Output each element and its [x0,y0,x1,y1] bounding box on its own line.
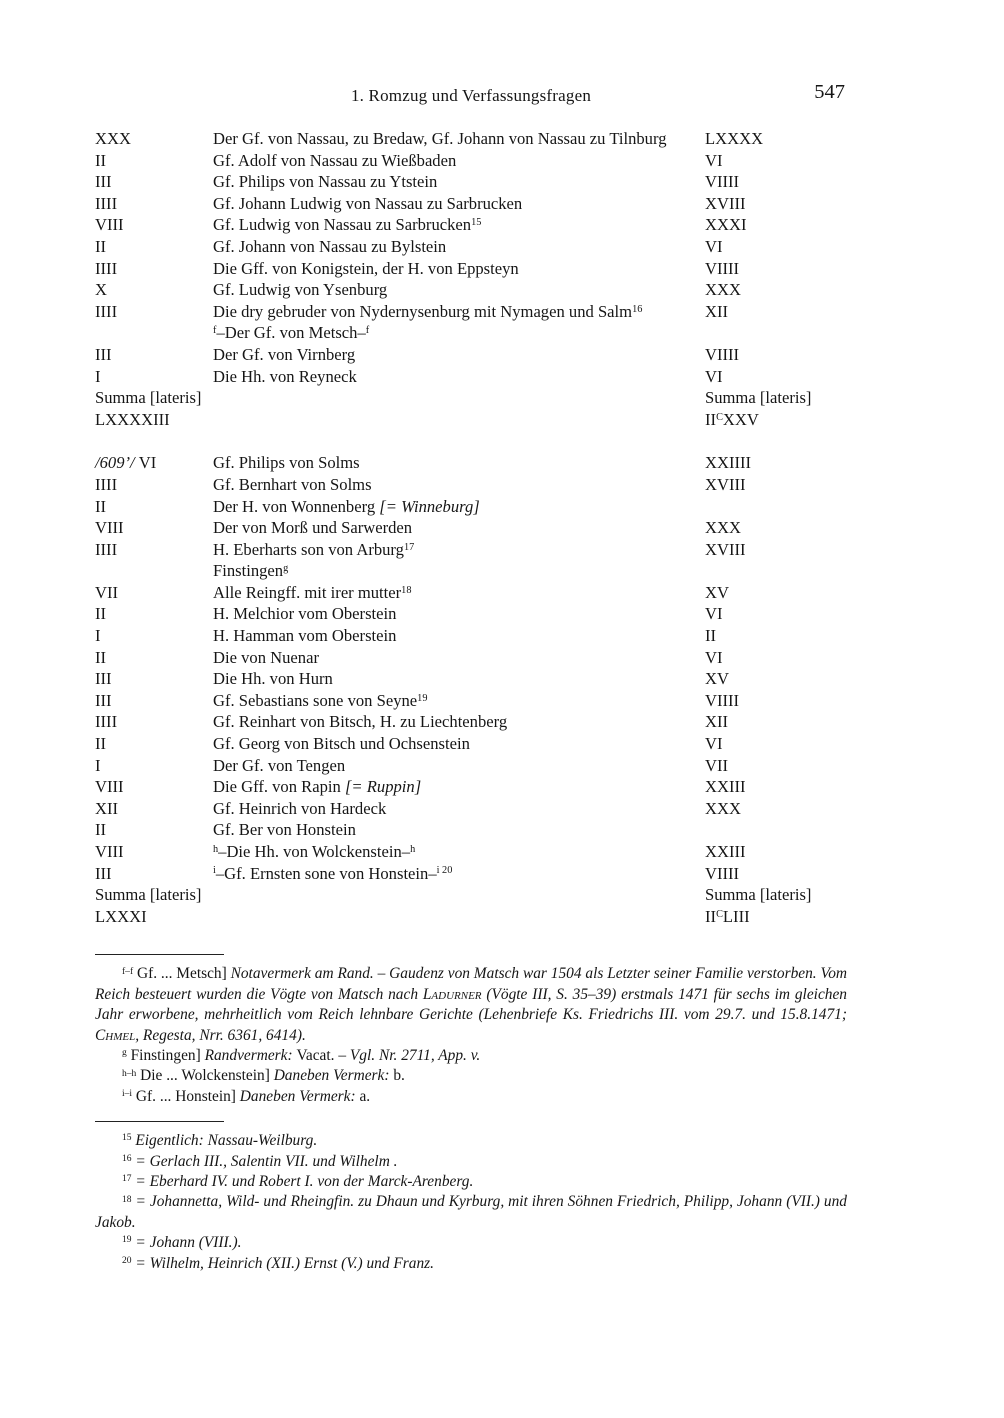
row-numeral: VII [95,582,119,602]
row-value: VIIII [705,863,740,883]
row-value: VI [705,236,723,256]
row-value: Summa [lateris] [705,388,812,408]
register-table-2 [95,452,847,927]
footnote-rule [95,1121,224,1122]
row-numeral: IIII [95,712,118,732]
apparatus-note: $^{i-i}$ Gf. ... Honstein] Daneben Vermerk: a. [122,1087,371,1105]
table-row [95,668,847,690]
table-row [95,560,847,582]
row-name: Gf. Ludwig von Ysenburg [213,280,388,300]
row-numeral: VIII [95,777,124,797]
row-value: $II^CLIII$ [705,906,750,926]
row-name: Gf. Reinhart von Bitsch, H. zu Liechtenberg [213,712,508,732]
row-value: XXIIII [705,453,752,473]
row-numeral: I [95,366,101,386]
row-name: Die Gff. von Rapin [= Ruppin] [213,777,422,797]
row-value: LXXXX [705,129,764,148]
row-value: VI [705,604,723,624]
footnote-item: $^{19}$ = Johann (VIII.). [122,1234,242,1252]
row-numeral: XXX [95,129,131,148]
row-value: XII [705,712,729,732]
row-value: VII [705,755,729,775]
row-name: Gf. Heinrich von Hardeck [213,798,387,818]
row-numeral: LXXXXIII [95,409,170,429]
row-numeral: Summa [lateris] [95,885,202,905]
row-value: $II^CXXV$ [705,409,759,429]
table-row [95,647,847,669]
row-numeral: VIII [95,215,124,235]
table-row [95,755,847,777]
footnote-item: $^{15}$ Eigentlich: Nassau-Weilburg. [122,1132,318,1150]
row-name: $^i$–Gf. Ernsten sone von Honstein–$^{i 20}$ [213,863,453,883]
row-name: Gf. Bernhart von Solms [213,474,372,494]
apparatus-rule [95,954,224,955]
row-value: XXX [705,280,741,300]
table-row [95,150,847,172]
apparatus-note: $^g$ Finstingen] Randvermerk: Vacat. – Vgl. Nr. 2711, App. v. [122,1047,481,1064]
numbered-footnotes [95,1131,847,1274]
row-numeral: I [95,755,101,775]
row-numeral: II [95,604,107,624]
table-row [95,171,847,193]
table-row [95,279,847,301]
row-name: Der Gf. von Nassau, zu Bredaw, Gf. Johann von Nassau zu Tilnburg [213,129,667,148]
row-numeral: VIII [95,518,124,538]
table-row [95,474,847,496]
table-row [95,711,847,733]
row-value: XV [705,582,729,602]
table-row [95,236,847,258]
row-value: XXIII [705,842,746,861]
row-name: Der von Morß und Sarwerden [213,518,413,538]
row-numeral: XII [95,798,119,818]
row-numeral: IIII [95,258,118,278]
table-row [95,603,847,625]
row-value: VIIII [705,258,740,278]
row-value: VI [705,150,723,170]
row-numeral: II [95,150,107,170]
row-value: XXX [705,518,741,538]
row-name: Die Hh. von Hurn [213,669,333,689]
row-name: Gf. Sebastians sone von Seyne$^{19}$ [213,690,428,710]
row-name: H. Melchior vom Oberstein [213,604,397,624]
page-number: 547 [814,81,845,103]
table-row [95,798,847,820]
row-numeral: II [95,820,107,840]
section-heading: 1. Romzug und Verfassungsfragen [350,86,592,105]
row-value: XVIII [705,193,746,213]
row-numeral: IIII [95,193,118,213]
row-name: Der H. von Wonnenberg [= Winneburg] [213,496,480,516]
footnote-item: $^{20}$ = Wilhelm, Heinrich (XII.) Ernst (V.) und Franz. [122,1254,435,1272]
row-numeral: I [95,626,101,646]
row-name: Die dry gebruder von Nydernysenburg mit Nymagen und Salm$^{16}$ $^f$–Der Gf. von Metsch–$^f$ [213,301,705,344]
page-header [95,81,847,108]
row-numeral: Summa [lateris] [95,388,202,408]
row-name: Gf. Johann von Nassau zu Bylstein [213,236,447,256]
row-name: Gf. Philips von Solms [213,453,360,473]
row-numeral: II [95,734,107,754]
table-row [95,409,847,431]
row-value: II [705,626,717,646]
row-value: VIIII [705,344,740,364]
table-row [95,517,847,539]
table-row [95,625,847,647]
table-row [95,387,847,409]
table-row [95,301,847,344]
row-numeral: X [95,280,107,300]
row-value: XXIII [705,777,746,797]
row-name: $^h$–Die Hh. von Wolckenstein–$^h$ [213,842,416,861]
row-numeral: III [95,669,112,689]
row-value: XV [705,669,729,689]
row-value: Summa [lateris] [705,885,812,905]
row-value: VI [705,366,723,386]
row-name: Die Hh. von Reyneck [213,366,357,386]
row-name: Die von Nuenar [213,647,319,667]
row-name: H. Hamman vom Oberstein [213,626,397,646]
row-numeral: III [95,344,112,364]
table-row [95,452,847,474]
footnote-item: $^{18}$ = Johannetta, Wild- und Rheingfin. zu Dhaun und Kyrburg, mit ihren Söhnen Friedrich, Philipp, Johann (VII.) und Jakob. [95,1193,847,1231]
row-name: Der Gf. von Virnberg [213,344,356,364]
table-row [95,344,847,366]
table-row [95,819,847,841]
row-value: VI [705,647,723,667]
register-table-1 [95,128,847,430]
row-name: Gf. Ber von Honstein [213,820,356,840]
row-numeral: II [95,496,107,516]
row-value: XII [705,301,729,321]
row-value: VI [705,734,723,754]
table-row [95,193,847,215]
table-row [95,776,847,798]
table-row [95,733,847,755]
row-name: Gf. Ludwig von Nassau zu Sarbrucken$^{15}$ [213,215,482,235]
table-row [95,258,847,280]
row-name: Gf. Georg von Bitsch und Ochsenstein [213,734,470,754]
table-row [95,690,847,712]
row-name: Alle Reingff. mit irer mutter$^{18}$ [213,582,412,602]
table-row [95,906,847,928]
table-row [95,366,847,388]
row-numeral: IIII [95,539,118,559]
row-value: XXX [705,798,741,818]
row-name: Gf. Adolf von Nassau zu Wießbaden [213,150,457,170]
apparatus-note: $^{f-f}$ Gf. ... Metsch] Notavermerk am Rand. – Gaudenz von Matsch war 1504 als Letzter seiner Familie verstorben. Vom Reich besteuert wurden die Vögte von Matsch nach Ladurner (Vögte III, S. 35–39) erstmals 1471 für sechs im gleichen Jahr erworbene, mehrheitlich vom Reich lehnbare Gerichte (Lehenbriefe Ks. Friedrichs III. vom 29.7. und 15.8.1471; Chmel, Regesta, Nrr. 6361, 6414). [95,965,847,1044]
row-numeral: II [95,647,107,667]
row-numeral: IIII [95,474,118,494]
row-name: Gf. Philips von Nassau zu Ytstein [213,172,438,192]
row-numeral: /609’/ VI [95,453,157,473]
row-value: XXXI [705,215,747,235]
footnote-item: $^{17}$ = Eberhard IV. und Robert I. von der Marck-Arenberg. [122,1173,474,1191]
table-row [95,841,847,863]
footnote-item: $^{16}$ = Gerlach III., Salentin VII. und Wilhelm . [122,1152,398,1170]
row-name: H. Eberharts son von Arburg$^{17}$ [213,539,415,559]
row-numeral: III [95,690,112,710]
row-numeral: III [95,172,112,192]
row-numeral: LXXXI [95,906,147,926]
table-row [95,214,847,236]
row-numeral: II [95,236,107,256]
row-value: VIIII [705,690,740,710]
row-value: XVIII [705,474,746,494]
row-numeral: VIII [95,842,124,861]
apparatus-notes [95,964,847,1107]
row-name-line2: $^f$–Der Gf. von Metsch–$^f$ [213,323,370,343]
table-row [95,539,847,561]
row-numeral: IIII [95,301,118,321]
row-numeral: III [95,863,112,883]
row-name: Die Gff. von Konigstein, der H. von Eppsteyn [213,258,519,278]
table-row [95,884,847,906]
table-row [95,496,847,518]
row-value: VIIII [705,172,740,192]
table-row [95,128,847,150]
row-name: Der Gf. von Tengen [213,755,346,775]
row-name: Gf. Johann Ludwig von Nassau zu Sarbrucken [213,193,523,213]
table-row [95,863,847,885]
apparatus-note: $^{h-h}$ Die ... Wolckenstein] Daneben Vermerk: b. [122,1067,405,1085]
row-value: XVIII [705,539,746,559]
row-name: Finstingen$^g$ [213,561,289,581]
table-row [95,582,847,604]
